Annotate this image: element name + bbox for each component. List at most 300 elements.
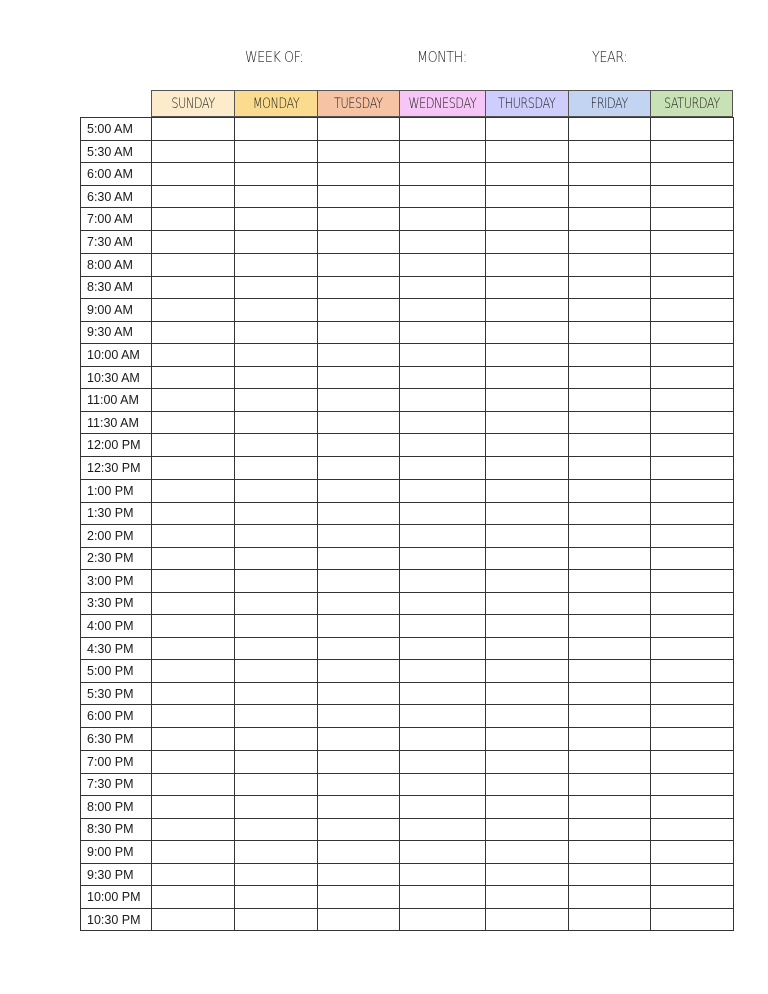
schedule-cell-friday[interactable] (569, 864, 651, 886)
day-header-monday (234, 90, 317, 117)
schedule-cell-tuesday[interactable] (318, 118, 400, 141)
schedule-cell-wednesday[interactable] (400, 750, 486, 773)
schedule-cell-wednesday[interactable] (400, 547, 486, 569)
schedule-cell-tuesday[interactable] (318, 909, 400, 931)
schedule-cell-wednesday[interactable] (400, 886, 486, 909)
schedule-cell-friday[interactable] (569, 750, 651, 773)
schedule-cell-wednesday[interactable] (400, 728, 486, 750)
schedule-cell-friday[interactable] (569, 547, 651, 569)
schedule-cell-tuesday[interactable] (318, 592, 400, 614)
schedule-cell-saturday[interactable] (651, 841, 734, 864)
schedule-cell-sunday[interactable] (152, 163, 235, 186)
schedule-cell-saturday[interactable] (651, 705, 734, 728)
schedule-cell-saturday[interactable] (651, 141, 734, 163)
schedule-cell-saturday[interactable] (651, 389, 734, 412)
schedule-cell-sunday[interactable] (152, 389, 235, 412)
time-label: 10:30 PM (81, 909, 152, 931)
schedule-cell-tuesday[interactable] (318, 208, 400, 231)
schedule-cell-saturday[interactable] (651, 864, 734, 886)
schedule-cell-tuesday[interactable] (318, 638, 400, 660)
schedule-cell-sunday[interactable] (152, 638, 235, 660)
schedule-cell-sunday[interactable] (152, 660, 235, 683)
schedule-cell-friday[interactable] (569, 705, 651, 728)
schedule-cell-thursday[interactable] (486, 818, 569, 840)
schedule-cell-saturday[interactable] (651, 818, 734, 840)
schedule-cell-friday[interactable] (569, 343, 651, 366)
schedule-cell-thursday[interactable] (486, 773, 569, 795)
schedule-cell-sunday[interactable] (152, 479, 235, 502)
schedule-cell-wednesday[interactable] (400, 457, 486, 479)
schedule-cell-friday[interactable] (569, 728, 651, 750)
time-row (81, 818, 734, 840)
time-row (81, 750, 734, 773)
time-row (81, 389, 734, 412)
schedule-cell-thursday[interactable] (486, 208, 569, 231)
schedule-cell-wednesday[interactable] (400, 253, 486, 276)
schedule-cell-wednesday[interactable] (400, 569, 486, 592)
schedule-cell-monday[interactable] (235, 479, 318, 502)
schedule-cell-thursday[interactable] (486, 479, 569, 502)
time-row (81, 231, 734, 253)
schedule-cell-wednesday[interactable] (400, 773, 486, 795)
schedule-cell-wednesday[interactable] (400, 366, 486, 388)
schedule-cell-saturday[interactable] (651, 592, 734, 614)
schedule-cell-tuesday[interactable] (318, 276, 400, 298)
time-label: 8:00 PM (81, 795, 152, 818)
schedule-cell-friday[interactable] (569, 366, 651, 388)
schedule-cell-tuesday[interactable] (318, 366, 400, 388)
schedule-cell-saturday[interactable] (651, 208, 734, 231)
schedule-cell-saturday[interactable] (651, 638, 734, 660)
schedule-cell-friday[interactable] (569, 818, 651, 840)
schedule-cell-friday[interactable] (569, 886, 651, 909)
schedule-cell-saturday[interactable] (651, 434, 734, 457)
schedule-cell-saturday[interactable] (651, 886, 734, 909)
schedule-cell-thursday[interactable] (486, 592, 569, 614)
schedule-cell-monday[interactable] (235, 592, 318, 614)
schedule-cell-sunday[interactable] (152, 412, 235, 434)
schedule-cell-sunday[interactable] (152, 841, 235, 864)
time-label: 10:30 AM (81, 366, 152, 388)
schedule-cell-tuesday[interactable] (318, 479, 400, 502)
schedule-cell-friday[interactable] (569, 412, 651, 434)
schedule-cell-sunday[interactable] (152, 547, 235, 569)
schedule-cell-thursday[interactable] (486, 502, 569, 524)
schedule-cell-thursday[interactable] (486, 321, 569, 343)
schedule-cell-thursday[interactable] (486, 253, 569, 276)
schedule-cell-saturday[interactable] (651, 502, 734, 524)
day-header-friday (568, 90, 650, 117)
schedule-cell-monday[interactable] (235, 773, 318, 795)
schedule-cell-sunday[interactable] (152, 615, 235, 638)
schedule-cell-thursday[interactable] (486, 343, 569, 366)
schedule-cell-saturday[interactable] (651, 343, 734, 366)
schedule-cell-monday[interactable] (235, 909, 318, 931)
schedule-cell-friday[interactable] (569, 276, 651, 298)
time-row (81, 909, 734, 931)
schedule-cell-monday[interactable] (235, 524, 318, 547)
time-label: 5:00 PM (81, 660, 152, 683)
schedule-cell-wednesday[interactable] (400, 231, 486, 253)
time-label: 1:00 PM (81, 479, 152, 502)
time-label: 6:30 AM (81, 186, 152, 208)
schedule-cell-thursday[interactable] (486, 660, 569, 683)
schedule-cell-wednesday[interactable] (400, 141, 486, 163)
schedule-cell-tuesday[interactable] (318, 615, 400, 638)
schedule-cell-saturday[interactable] (651, 750, 734, 773)
schedule-cell-thursday[interactable] (486, 795, 569, 818)
schedule-cell-tuesday[interactable] (318, 728, 400, 750)
schedule-cell-monday[interactable] (235, 118, 318, 141)
schedule-cell-wednesday[interactable] (400, 163, 486, 186)
schedule-cell-sunday[interactable] (152, 343, 235, 366)
schedule-cell-thursday[interactable] (486, 524, 569, 547)
schedule-cell-friday[interactable] (569, 141, 651, 163)
schedule-cell-saturday[interactable] (651, 683, 734, 705)
time-label: 8:30 PM (81, 818, 152, 840)
schedule-cell-monday[interactable] (235, 231, 318, 253)
schedule-cell-monday[interactable] (235, 186, 318, 208)
schedule-cell-sunday[interactable] (152, 683, 235, 705)
schedule-cell-wednesday[interactable] (400, 434, 486, 457)
schedule-cell-monday[interactable] (235, 208, 318, 231)
schedule-cell-saturday[interactable] (651, 231, 734, 253)
schedule-cell-tuesday[interactable] (318, 502, 400, 524)
schedule-cell-tuesday[interactable] (318, 569, 400, 592)
schedule-cell-wednesday[interactable] (400, 592, 486, 614)
schedule-cell-monday[interactable] (235, 886, 318, 909)
schedule-cell-thursday[interactable] (486, 186, 569, 208)
schedule-cell-tuesday[interactable] (318, 253, 400, 276)
schedule-cell-wednesday[interactable] (400, 909, 486, 931)
schedule-cell-sunday[interactable] (152, 818, 235, 840)
schedule-cell-sunday[interactable] (152, 592, 235, 614)
time-label: 7:30 AM (81, 231, 152, 253)
schedule-cell-saturday[interactable] (651, 773, 734, 795)
schedule-cell-thursday[interactable] (486, 389, 569, 412)
schedule-cell-tuesday[interactable] (318, 864, 400, 886)
schedule-cell-sunday[interactable] (152, 321, 235, 343)
schedule-cell-monday[interactable] (235, 276, 318, 298)
time-row (81, 298, 734, 321)
schedule-cell-sunday[interactable] (152, 795, 235, 818)
schedule-cell-thursday[interactable] (486, 298, 569, 321)
schedule-cell-tuesday[interactable] (318, 773, 400, 795)
day-label: SATURDAY (663, 95, 720, 112)
day-header-sunday (151, 90, 234, 117)
time-row (81, 569, 734, 592)
time-label: 6:30 PM (81, 728, 152, 750)
schedule-cell-tuesday[interactable] (318, 750, 400, 773)
schedule-cell-thursday[interactable] (486, 412, 569, 434)
schedule-cell-thursday[interactable] (486, 886, 569, 909)
schedule-cell-thursday[interactable] (486, 705, 569, 728)
schedule-cell-friday[interactable] (569, 208, 651, 231)
time-label: 6:00 AM (81, 163, 152, 186)
schedule-cell-saturday[interactable] (651, 547, 734, 569)
schedule-cell-tuesday[interactable] (318, 321, 400, 343)
schedule-cell-sunday[interactable] (152, 208, 235, 231)
schedule-cell-wednesday[interactable] (400, 683, 486, 705)
schedule-cell-monday[interactable] (235, 818, 318, 840)
time-row (81, 592, 734, 614)
schedule-cell-wednesday[interactable] (400, 795, 486, 818)
schedule-cell-monday[interactable] (235, 412, 318, 434)
schedule-cell-monday[interactable] (235, 502, 318, 524)
schedule-cell-friday[interactable] (569, 683, 651, 705)
schedule-cell-wednesday[interactable] (400, 276, 486, 298)
time-label: 10:00 AM (81, 343, 152, 366)
schedule-cell-monday[interactable] (235, 434, 318, 457)
time-label: 2:30 PM (81, 547, 152, 569)
schedule-cell-saturday[interactable] (651, 795, 734, 818)
schedule-cell-friday[interactable] (569, 253, 651, 276)
schedule-cell-thursday[interactable] (486, 276, 569, 298)
schedule-cell-friday[interactable] (569, 524, 651, 547)
schedule-cell-thursday[interactable] (486, 547, 569, 569)
time-label: 4:00 PM (81, 615, 152, 638)
schedule-cell-saturday[interactable] (651, 660, 734, 683)
schedule-cell-monday[interactable] (235, 343, 318, 366)
time-label: 8:30 AM (81, 276, 152, 298)
schedule-cell-monday[interactable] (235, 683, 318, 705)
schedule-cell-monday[interactable] (235, 728, 318, 750)
schedule-cell-saturday[interactable] (651, 118, 734, 141)
schedule-cell-thursday[interactable] (486, 750, 569, 773)
schedule-cell-saturday[interactable] (651, 186, 734, 208)
schedule-cell-saturday[interactable] (651, 298, 734, 321)
schedule-cell-friday[interactable] (569, 118, 651, 141)
schedule-cell-thursday[interactable] (486, 434, 569, 457)
time-label: 3:30 PM (81, 592, 152, 614)
time-row (81, 434, 734, 457)
schedule-cell-monday[interactable] (235, 163, 318, 186)
schedule-cell-tuesday[interactable] (318, 524, 400, 547)
schedule-cell-sunday[interactable] (152, 886, 235, 909)
schedule-cell-sunday[interactable] (152, 298, 235, 321)
schedule-cell-friday[interactable] (569, 389, 651, 412)
schedule-cell-thursday[interactable] (486, 683, 569, 705)
schedule-cell-sunday[interactable] (152, 141, 235, 163)
schedule-cell-monday[interactable] (235, 841, 318, 864)
schedule-cell-tuesday[interactable] (318, 795, 400, 818)
time-label: 9:00 AM (81, 298, 152, 321)
schedule-cell-monday[interactable] (235, 615, 318, 638)
schedule-cell-friday[interactable] (569, 592, 651, 614)
schedule-cell-thursday[interactable] (486, 728, 569, 750)
schedule-cell-monday[interactable] (235, 141, 318, 163)
schedule-cell-saturday[interactable] (651, 909, 734, 931)
schedule-cell-wednesday[interactable] (400, 524, 486, 547)
schedule-cell-thursday[interactable] (486, 163, 569, 186)
schedule-cell-monday[interactable] (235, 253, 318, 276)
schedule-cell-saturday[interactable] (651, 366, 734, 388)
schedule-cell-sunday[interactable] (152, 909, 235, 931)
schedule-cell-monday[interactable] (235, 366, 318, 388)
schedule-cell-saturday[interactable] (651, 321, 734, 343)
schedule-cell-monday[interactable] (235, 547, 318, 569)
time-row (81, 457, 734, 479)
schedule-cell-friday[interactable] (569, 186, 651, 208)
schedule-cell-sunday[interactable] (152, 434, 235, 457)
schedule-cell-saturday[interactable] (651, 524, 734, 547)
schedule-cell-sunday[interactable] (152, 864, 235, 886)
schedule-cell-wednesday[interactable] (400, 479, 486, 502)
schedule-cell-friday[interactable] (569, 502, 651, 524)
time-row (81, 683, 734, 705)
schedule-cell-sunday[interactable] (152, 502, 235, 524)
month-label: MONTH: (417, 48, 467, 66)
schedule-cell-wednesday[interactable] (400, 208, 486, 231)
schedule-cell-thursday[interactable] (486, 118, 569, 141)
schedule-cell-monday[interactable] (235, 660, 318, 683)
schedule-cell-friday[interactable] (569, 841, 651, 864)
schedule-cell-monday[interactable] (235, 389, 318, 412)
schedule-cell-friday[interactable] (569, 660, 651, 683)
schedule-cell-wednesday[interactable] (400, 841, 486, 864)
schedule-cell-wednesday[interactable] (400, 389, 486, 412)
schedule-cell-thursday[interactable] (486, 864, 569, 886)
schedule-cell-sunday[interactable] (152, 186, 235, 208)
schedule-cell-wednesday[interactable] (400, 638, 486, 660)
time-label: 9:00 PM (81, 841, 152, 864)
time-row (81, 253, 734, 276)
schedule-cell-tuesday[interactable] (318, 343, 400, 366)
schedule-cell-tuesday[interactable] (318, 660, 400, 683)
time-label: 4:30 PM (81, 638, 152, 660)
schedule-cell-wednesday[interactable] (400, 660, 486, 683)
day-header-thursday (485, 90, 568, 117)
schedule-cell-thursday[interactable] (486, 615, 569, 638)
schedule-cell-tuesday[interactable] (318, 818, 400, 840)
schedule-cell-wednesday[interactable] (400, 615, 486, 638)
schedule-cell-friday[interactable] (569, 321, 651, 343)
schedule-cell-tuesday[interactable] (318, 141, 400, 163)
schedule-cell-saturday[interactable] (651, 163, 734, 186)
schedule-cell-sunday[interactable] (152, 457, 235, 479)
schedule-cell-wednesday[interactable] (400, 502, 486, 524)
schedule-cell-thursday[interactable] (486, 366, 569, 388)
schedule-cell-wednesday[interactable] (400, 186, 486, 208)
time-row (81, 208, 734, 231)
schedule-cell-sunday[interactable] (152, 569, 235, 592)
schedule-cell-thursday[interactable] (486, 841, 569, 864)
schedule-cell-friday[interactable] (569, 457, 651, 479)
schedule-cell-monday[interactable] (235, 457, 318, 479)
schedule-cell-tuesday[interactable] (318, 186, 400, 208)
schedule-cell-sunday[interactable] (152, 705, 235, 728)
schedule-cell-tuesday[interactable] (318, 457, 400, 479)
schedule-cell-monday[interactable] (235, 569, 318, 592)
schedule-cell-saturday[interactable] (651, 457, 734, 479)
schedule-cell-wednesday[interactable] (400, 412, 486, 434)
schedule-cell-friday[interactable] (569, 163, 651, 186)
schedule-cell-saturday[interactable] (651, 569, 734, 592)
schedule-cell-monday[interactable] (235, 750, 318, 773)
schedule-cell-tuesday[interactable] (318, 434, 400, 457)
time-row (81, 366, 734, 388)
schedule-cell-saturday[interactable] (651, 728, 734, 750)
schedule-cell-monday[interactable] (235, 795, 318, 818)
schedule-cell-thursday[interactable] (486, 569, 569, 592)
time-label: 7:00 AM (81, 208, 152, 231)
schedule-cell-monday[interactable] (235, 864, 318, 886)
schedule-cell-sunday[interactable] (152, 118, 235, 141)
schedule-cell-saturday[interactable] (651, 615, 734, 638)
schedule-cell-wednesday[interactable] (400, 298, 486, 321)
schedule-cell-sunday[interactable] (152, 773, 235, 795)
schedule-cell-friday[interactable] (569, 231, 651, 253)
schedule-cell-friday[interactable] (569, 569, 651, 592)
schedule-cell-tuesday[interactable] (318, 705, 400, 728)
schedule-cell-thursday[interactable] (486, 141, 569, 163)
schedule-cell-sunday[interactable] (152, 253, 235, 276)
schedule-cell-tuesday[interactable] (318, 389, 400, 412)
time-row (81, 412, 734, 434)
year-label: YEAR: (592, 48, 628, 66)
schedule-cell-sunday[interactable] (152, 728, 235, 750)
schedule-cell-sunday[interactable] (152, 524, 235, 547)
schedule-cell-sunday[interactable] (152, 366, 235, 388)
schedule-cell-thursday[interactable] (486, 457, 569, 479)
schedule-cell-tuesday[interactable] (318, 886, 400, 909)
schedule-cell-wednesday[interactable] (400, 705, 486, 728)
schedule-cell-saturday[interactable] (651, 253, 734, 276)
schedule-cell-friday[interactable] (569, 298, 651, 321)
time-row (81, 705, 734, 728)
schedule-cell-sunday[interactable] (152, 750, 235, 773)
schedule-cell-monday[interactable] (235, 321, 318, 343)
time-row (81, 343, 734, 366)
schedule-cell-sunday[interactable] (152, 231, 235, 253)
time-row (81, 795, 734, 818)
schedule-cell-wednesday[interactable] (400, 818, 486, 840)
time-row (81, 163, 734, 186)
schedule-cell-tuesday[interactable] (318, 683, 400, 705)
schedule-cell-saturday[interactable] (651, 412, 734, 434)
schedule-cell-tuesday[interactable] (318, 163, 400, 186)
schedule-cell-wednesday[interactable] (400, 118, 486, 141)
schedule-cell-friday[interactable] (569, 479, 651, 502)
schedule-cell-tuesday[interactable] (318, 231, 400, 253)
schedule-cell-tuesday[interactable] (318, 547, 400, 569)
schedule-cell-thursday[interactable] (486, 638, 569, 660)
schedule-cell-friday[interactable] (569, 434, 651, 457)
time-row (81, 773, 734, 795)
schedule-cell-wednesday[interactable] (400, 343, 486, 366)
schedule-cell-tuesday[interactable] (318, 298, 400, 321)
schedule-cell-monday[interactable] (235, 705, 318, 728)
schedule-cell-thursday[interactable] (486, 909, 569, 931)
schedule-cell-friday[interactable] (569, 615, 651, 638)
schedule-cell-monday[interactable] (235, 638, 318, 660)
day-label: FRIDAY (590, 95, 629, 112)
schedule-cell-thursday[interactable] (486, 231, 569, 253)
time-row (81, 886, 734, 909)
schedule-cell-monday[interactable] (235, 298, 318, 321)
schedule-cell-wednesday[interactable] (400, 321, 486, 343)
schedule-cell-saturday[interactable] (651, 479, 734, 502)
schedule-cell-sunday[interactable] (152, 276, 235, 298)
schedule-cell-saturday[interactable] (651, 276, 734, 298)
schedule-cell-friday[interactable] (569, 795, 651, 818)
schedule-cell-wednesday[interactable] (400, 864, 486, 886)
schedule-cell-tuesday[interactable] (318, 412, 400, 434)
schedule-cell-friday[interactable] (569, 909, 651, 931)
schedule-cell-tuesday[interactable] (318, 841, 400, 864)
schedule-cell-friday[interactable] (569, 638, 651, 660)
schedule-cell-friday[interactable] (569, 773, 651, 795)
